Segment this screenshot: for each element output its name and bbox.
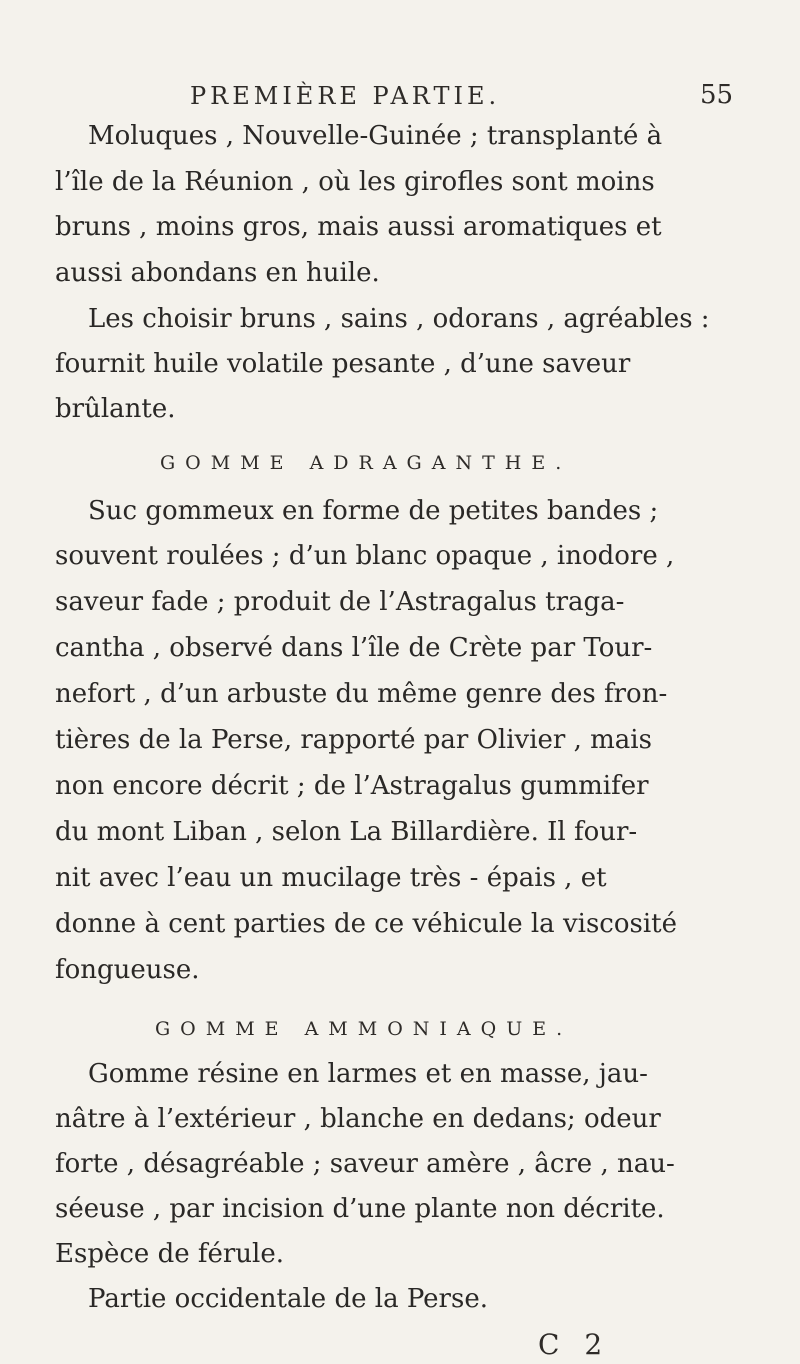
text-line: fongueuse.	[55, 955, 200, 985]
text-line: bruns , moins gros, mais aussi aromatiques et	[55, 212, 662, 242]
section-title-gomme-adraganthe: GOMME ADRAGANTHE.	[160, 452, 572, 474]
text-line: Les choisir bruns , sains , odorans , agréables :	[88, 304, 710, 334]
text-line: tières de la Perse, rapporté par Olivier , mais	[55, 725, 652, 755]
text-line: l’île de la Réunion , où les girofles sont moins	[55, 167, 655, 197]
text-line: souvent roulées ; d’un blanc opaque , inodore ,	[55, 541, 675, 571]
text-line: Suc gommeux en forme de petites bandes ;	[88, 496, 659, 526]
text-line: du mont Liban , selon La Billardière. Il four-	[55, 817, 638, 847]
text-line: nâtre à l’extérieur , blanche en dedans; odeur	[55, 1104, 661, 1134]
text-line: Gomme résine en larmes et en masse, jau-	[88, 1059, 648, 1089]
page-number: 55	[700, 80, 734, 110]
text-line: Partie occidentale de la Perse.	[88, 1284, 488, 1314]
text-line: fournit huile volatile pesante , d’une saveur	[55, 349, 631, 379]
running-head: PREMIÈRE PARTIE.	[190, 82, 501, 110]
text-line: forte , désagréable ; saveur amère , âcre , nau-	[55, 1149, 675, 1179]
text-line: non encore décrit ; de l’Astragalus gummifer	[55, 771, 649, 801]
signature-mark: C 2	[538, 1328, 611, 1361]
section-title-gomme-ammoniaque: GOMME AMMONIAQUE.	[155, 1018, 573, 1040]
text-line: séeuse , par incision d’une plante non décrite.	[55, 1194, 665, 1224]
text-line: aussi abondans en huile.	[55, 258, 380, 288]
text-line: donne à cent parties de ce véhicule la viscosité	[55, 909, 677, 939]
text-line: cantha , observé dans l’île de Crète par Tour-	[55, 633, 653, 663]
text-line: nefort , d’un arbuste du même genre des fron-	[55, 679, 668, 709]
text-line: Moluques , Nouvelle-Guinée ; transplanté à	[88, 121, 663, 151]
text-line: Espèce de férule.	[55, 1239, 285, 1269]
text-line: saveur fade ; produit de l’Astragalus traga-	[55, 587, 625, 617]
text-line: nit avec l’eau un mucilage très - épais , et	[55, 863, 607, 893]
text-line: brûlante.	[55, 394, 176, 424]
